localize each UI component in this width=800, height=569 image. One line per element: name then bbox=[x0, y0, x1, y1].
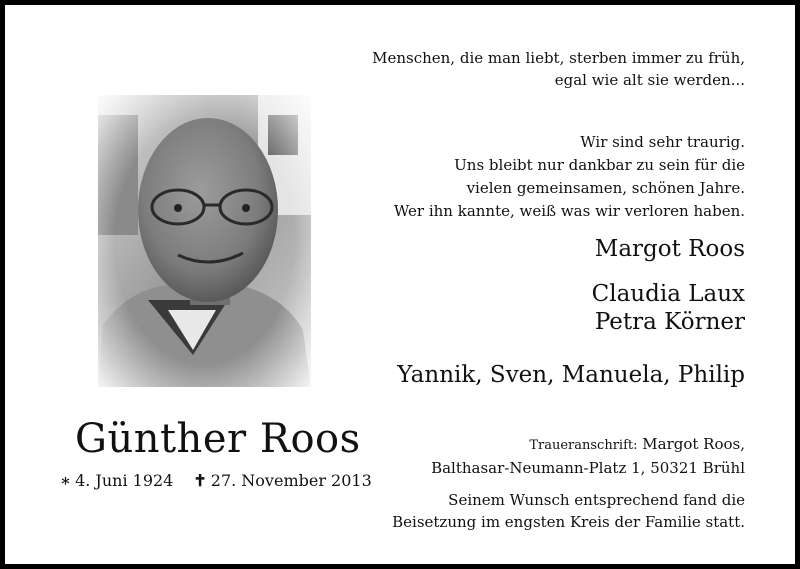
note-line: Seinem Wunsch entsprechend fand die bbox=[448, 491, 745, 509]
message-line: Wer ihn kannte, weiß was wir verloren haben. bbox=[393, 202, 745, 220]
death-date: 27. November 2013 bbox=[210, 471, 372, 490]
portrait-photo bbox=[98, 95, 311, 387]
family-spouse: Margot Roos bbox=[594, 236, 745, 262]
address-name: Margot Roos, bbox=[642, 435, 745, 453]
address-street: Balthasar-Neumann-Platz 1, 50321 Brühl bbox=[431, 459, 745, 477]
birth-star-icon: ∗ bbox=[60, 471, 72, 490]
message-line: Uns bleibt nur dankbar zu sein für die bbox=[454, 156, 745, 174]
portrait-image bbox=[98, 95, 311, 387]
family-daughter-1: Claudia Laux bbox=[591, 281, 745, 307]
death-cross-icon: ✝ bbox=[193, 471, 207, 490]
condolence-message bbox=[394, 131, 745, 223]
birth-date: 4. Juni 1924 bbox=[75, 471, 174, 490]
family-daughter-2: Petra Körner bbox=[594, 309, 745, 335]
quote-line: egal wie alt sie werden... bbox=[554, 71, 745, 89]
message-line: vielen gemeinsamen, schönen Jahre. bbox=[466, 179, 745, 197]
address-label: Traueranschrift: bbox=[529, 438, 638, 453]
quote-block bbox=[372, 47, 745, 91]
life-dates bbox=[60, 471, 372, 491]
mourning-address bbox=[431, 433, 745, 480]
deceased-name: Günther Roos bbox=[75, 416, 361, 462]
note-line: Beisetzung im engsten Kreis der Familie statt. bbox=[392, 513, 745, 531]
burial-note bbox=[392, 489, 745, 533]
family-grandchildren: Yannik, Sven, Manuela, Philip bbox=[397, 362, 745, 388]
family-daughters bbox=[592, 280, 745, 336]
message-line: Wir sind sehr traurig. bbox=[580, 133, 745, 151]
quote-line: Menschen, die man liebt, sterben immer zu früh, bbox=[372, 49, 745, 67]
